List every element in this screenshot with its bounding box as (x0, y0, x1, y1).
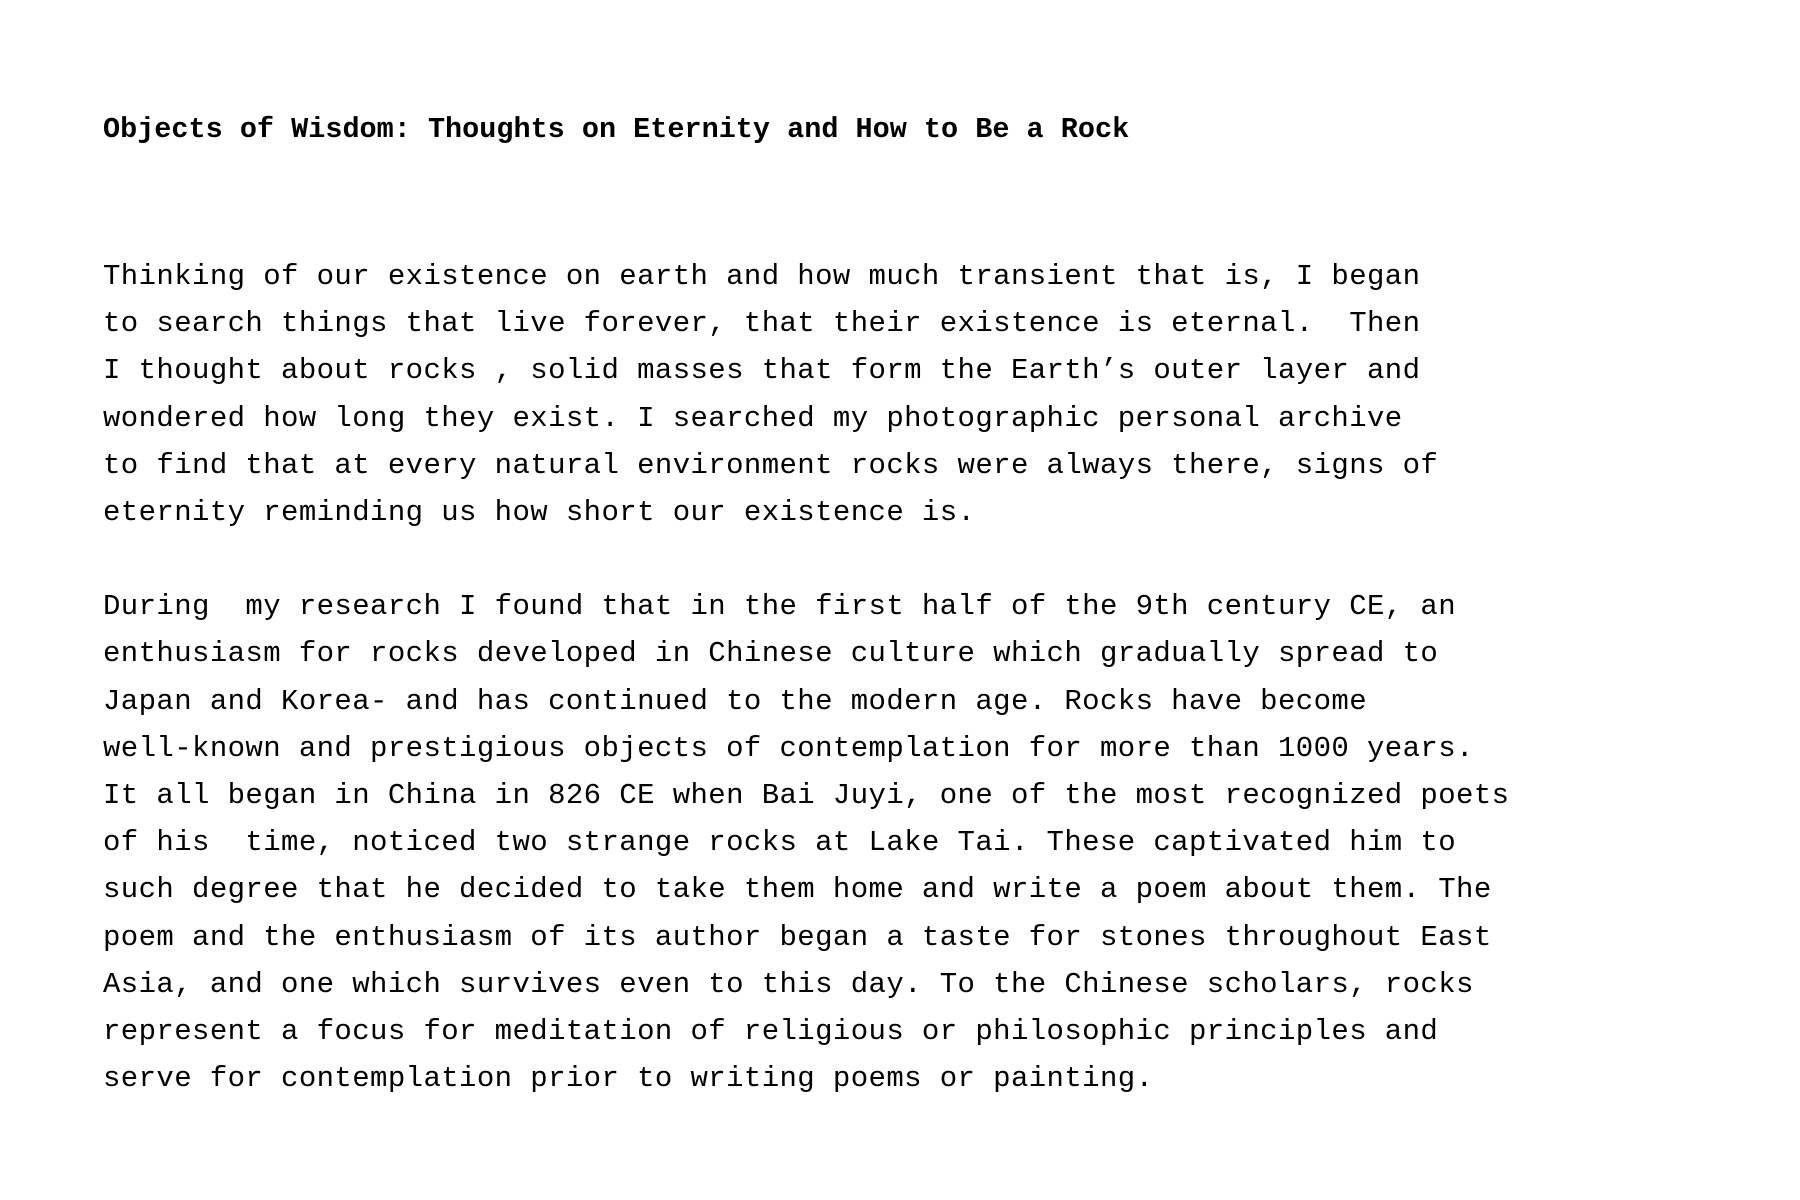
paragraph-1 (103, 253, 1753, 536)
paragraph-line: Asia, and one which survives even to this day. To the Chinese scholars, rocks (103, 967, 1474, 1001)
paragraph-line: well-known and prestigious objects of contemplation for more than 1000 years. (103, 731, 1474, 765)
paragraph-line: of his time, noticed two strange rocks at Lake Tai. These captivated him to (103, 826, 1457, 860)
paragraph-line: I thought about rocks , solid masses that form the Earth’s outer layer and (103, 354, 1421, 388)
paragraph-line: wondered how long they exist. I searched my photographic personal archive (103, 401, 1403, 435)
paragraph-line: During my research I found that in the first half of the 9th century CE, an (103, 590, 1457, 624)
paragraph-line: poem and the enthusiasm of its author began a taste for stones throughout East (103, 920, 1492, 954)
document-title: Objects of Wisdom: Thoughts on Eternity and How to Be a Rock (103, 113, 1130, 146)
paragraph-line: Japan and Korea- and has continued to the modern age. Rocks have become (103, 684, 1368, 718)
paragraph-line: It all began in China in 826 CE when Bai Juyi, one of the most recognized poets (103, 779, 1510, 813)
paragraph-line: Thinking of our existence on earth and how much transient that is, I began (103, 260, 1421, 293)
paragraph-line: to search things that live forever, that their existence is eternal. Then (103, 307, 1421, 341)
paragraph-line: to find that at every natural environment rocks were always there, signs of (103, 448, 1439, 482)
paragraph-line: represent a focus for meditation of religious or philosophic principles and (103, 1015, 1439, 1049)
document-body (103, 112, 1753, 1102)
paragraph-line: such degree that he decided to take them home and write a poem about them. The (103, 873, 1492, 907)
paragraph-line: eternity reminding us how short our existence is. (103, 496, 976, 530)
paragraph-line: serve for contemplation prior to writing poems or painting. (103, 1062, 1154, 1096)
paragraph-2 (103, 583, 1753, 1102)
paragraph-line: enthusiasm for rocks developed in Chinese culture which gradually spread to (103, 637, 1439, 671)
